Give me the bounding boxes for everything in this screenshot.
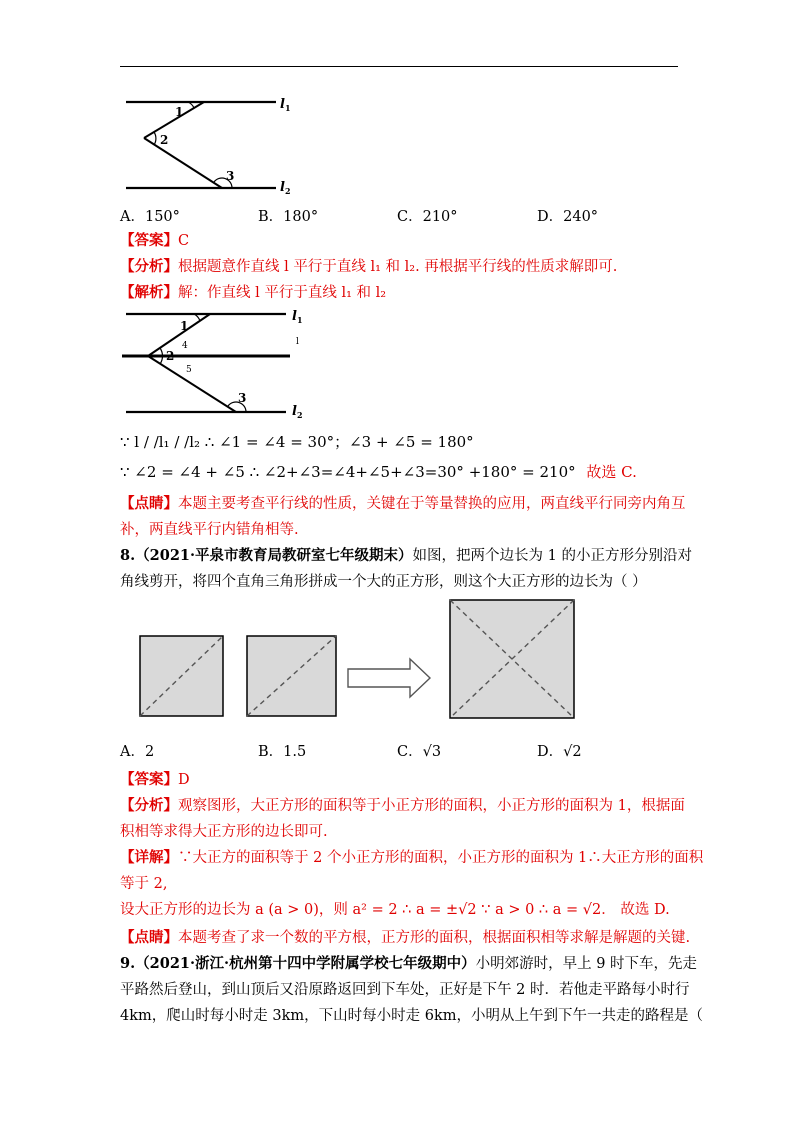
q8-analysis-tag: 【分析】 [120, 797, 178, 814]
q7-option-a[interactable]: A．150° [120, 209, 180, 225]
label-angle-4: 4 [182, 341, 188, 351]
q7-analysis [120, 257, 700, 277]
label-angle-1: 1 [175, 105, 184, 119]
q7-answer-tag: 【答案】 [120, 232, 178, 249]
q8-detail-2: 等于 2, [120, 876, 168, 892]
q8-option-c[interactable]: C．√3 [397, 744, 442, 760]
q8-detail-tag: 【详解】 [120, 849, 178, 866]
q7-comment-tag: 【点睛】 [120, 495, 178, 512]
segment-lower [148, 356, 236, 412]
label-angle-3: 3 [226, 169, 235, 183]
q7-solution-text: 解：作直线 l 平行于直线 l₁ 和 l₂ [178, 285, 387, 301]
q9-source: （2021·浙江·杭州第十四中学附属学校七年级期中） [135, 955, 476, 972]
q7-equation-2 [120, 462, 700, 482]
q8-option-b[interactable]: B．1.5 [258, 744, 307, 760]
label-l1: l [280, 97, 285, 112]
q9-stem-1 [120, 954, 700, 974]
label-angle-1: 1 [180, 319, 189, 333]
q8-answer [120, 770, 700, 790]
q8-comment [120, 928, 700, 948]
q8-source: （2021·平泉市教育局教研室七年级期末） [135, 547, 413, 564]
segment-lower [144, 138, 222, 188]
q7-equation-1: ∵ l / /l₁ / /l₂ ∴ ∠1 = ∠4 = 30°；∠3 + ∠5 = 180° [120, 433, 474, 451]
q8-analysis-2: 积相等求得大正方形的边长即可. [120, 824, 328, 840]
label-l2-sub: 2 [285, 186, 291, 196]
q7-analysis-tag: 【分析】 [120, 258, 178, 275]
segment-upper [148, 314, 210, 356]
q8-stem-1 [120, 546, 700, 566]
q7-equation-2-tail: 故选 C. [586, 463, 637, 481]
angle-2-arc [154, 132, 156, 145]
label-l2: l [292, 404, 297, 419]
parallel-lines-figure-2 [118, 304, 318, 422]
q8-option-d[interactable]: D．√2 [537, 744, 582, 760]
q8-stem-text-1: 如图，把两个边长为 1 的小正方形分别沿对 [412, 548, 692, 564]
q8-answer-value: D [178, 772, 190, 788]
arrow-right-icon [348, 659, 430, 697]
q8-number: 8. [120, 547, 136, 564]
q8-analysis-text-1: 观察图形，大正方形的面积等于小正方形的面积，小正方形的面积为 1，根据面 [178, 798, 685, 814]
q8-stem-2: 角线剪开，将四个直角三角形拼成一个大的正方形，则这个大正方形的边长为（ ） [120, 574, 647, 590]
q9-stem-3: 4km，爬山时每小时走 3km，下山时每小时走 6km，小明从上午到下午一共走的路程是（ [120, 1008, 703, 1024]
q8-detail-3: 设大正方形的边长为 a (a > 0)，则 a² = 2 ∴ a = ±√2 ∵ a > 0 ∴ a = √2． 故选 D. [120, 902, 670, 918]
q8-detail-text-1: ∵大正方的面积等于 2 个小正方形的面积，小正方形的面积为 1∴大正方形的面积 [178, 850, 704, 866]
label-l2-sub: 2 [297, 410, 303, 420]
segment-upper [144, 102, 204, 138]
q7-comment-text-1: 本题主要考查平行线的性质，关键在于等量替换的应用，两直线平行同旁内角互 [178, 496, 686, 512]
header-rule [120, 66, 678, 67]
q7-solution [120, 283, 700, 303]
q9-number: 9. [120, 955, 136, 972]
q7-option-c[interactable]: C．210° [397, 209, 458, 225]
label-angle-2: 2 [160, 133, 169, 147]
parallel-lines-figure-1 [118, 92, 298, 196]
q7-answer-value: C [178, 233, 190, 249]
q7-equation-2-text: ∵ ∠2 = ∠4 + ∠5 ∴ ∠2+∠3=∠4+∠5+∠3=30° +180° = 210° [120, 463, 576, 481]
q8-option-a[interactable]: A．2 [120, 744, 155, 760]
label-angle-2: 2 [166, 349, 175, 363]
label-l1: l [292, 309, 297, 324]
q7-solution-tag: 【解析】 [120, 284, 178, 301]
q8-comment-text: 本题考查了求一个数的平方根，正方形的面积，根据面积相等求解是解题的关键. [178, 930, 691, 946]
q8-comment-tag: 【点睛】 [120, 929, 178, 946]
q7-analysis-text: 根据题意作直线 l 平行于直线 l₁ 和 l₂. 再根据平行线的性质求解即可. [178, 259, 618, 275]
q8-answer-tag: 【答案】 [120, 771, 178, 788]
label-l2: l [280, 180, 285, 195]
q7-answer [120, 231, 700, 251]
label-angle-5: 5 [186, 365, 192, 375]
label-l1-sub: 1 [285, 103, 291, 113]
q7-option-d[interactable]: D．240° [537, 209, 599, 225]
q8-analysis-1 [120, 796, 700, 816]
squares-figure [130, 596, 590, 722]
q9-stem-2: 平路然后登山，到山顶后又沿原路返回到下车处，正好是下午 2 时．若他走平路每小时行 [120, 982, 690, 998]
q8-detail-1 [120, 848, 704, 868]
label-angle-3: 3 [238, 391, 247, 405]
label-l1-sub: 1 [297, 315, 303, 325]
q7-comment-1 [120, 494, 700, 514]
q9-stem-text-1: 小明郊游时，早上 9 时下车，先走 [475, 956, 698, 972]
label-l: l [296, 337, 299, 347]
q7-comment-2: 补，两直线平行内错角相等. [120, 522, 299, 538]
q7-option-b[interactable]: B．180° [258, 209, 319, 225]
